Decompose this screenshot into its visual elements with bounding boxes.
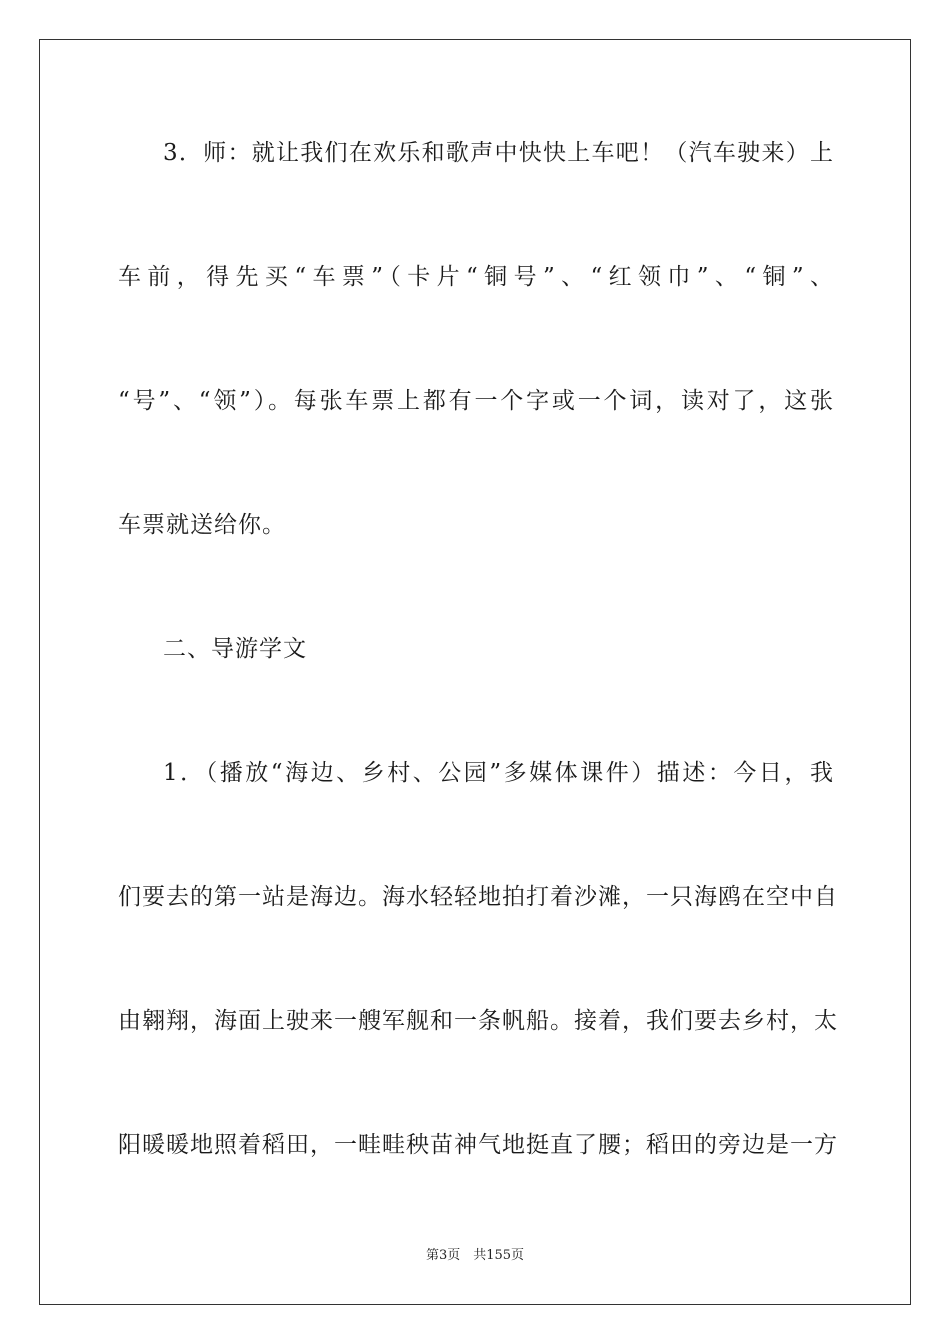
page-border xyxy=(39,39,911,1305)
page-footer: 第3页 共155页 xyxy=(425,1248,525,1263)
paragraph-line: “号”、“领”）。每张车票上都有一个字或一个词，读对了，这张 xyxy=(118,388,834,414)
paragraph-line: 3．师：就让我们在欢乐和歌声中快快上车吧！（汽车驶来）上 xyxy=(163,140,834,166)
paragraph-line: 阳暖暖地照着稻田，一畦畦秧苗神气地挺直了腰；稻田的旁边是一方 xyxy=(118,1132,838,1158)
paragraph-line: 由翱翔，海面上驶来一艘军舰和一条帆船。接着，我们要去乡村，太 xyxy=(118,1008,838,1034)
paragraph-line: 们要去的第一站是海边。海水轻轻地拍打着沙滩，一只海鸥在空中自 xyxy=(118,884,838,910)
paragraph-line: 车前，得先买“车票”（卡片“铜号”、“红领巾”、“铜”、 xyxy=(118,264,834,290)
paragraph-line: 车票就送给你。 xyxy=(118,512,286,538)
section-heading: 二、导游学文 xyxy=(163,636,307,662)
paragraph-line: 1．（播放“海边、乡村、公园”多媒体课件）描述：今日，我 xyxy=(163,760,834,786)
